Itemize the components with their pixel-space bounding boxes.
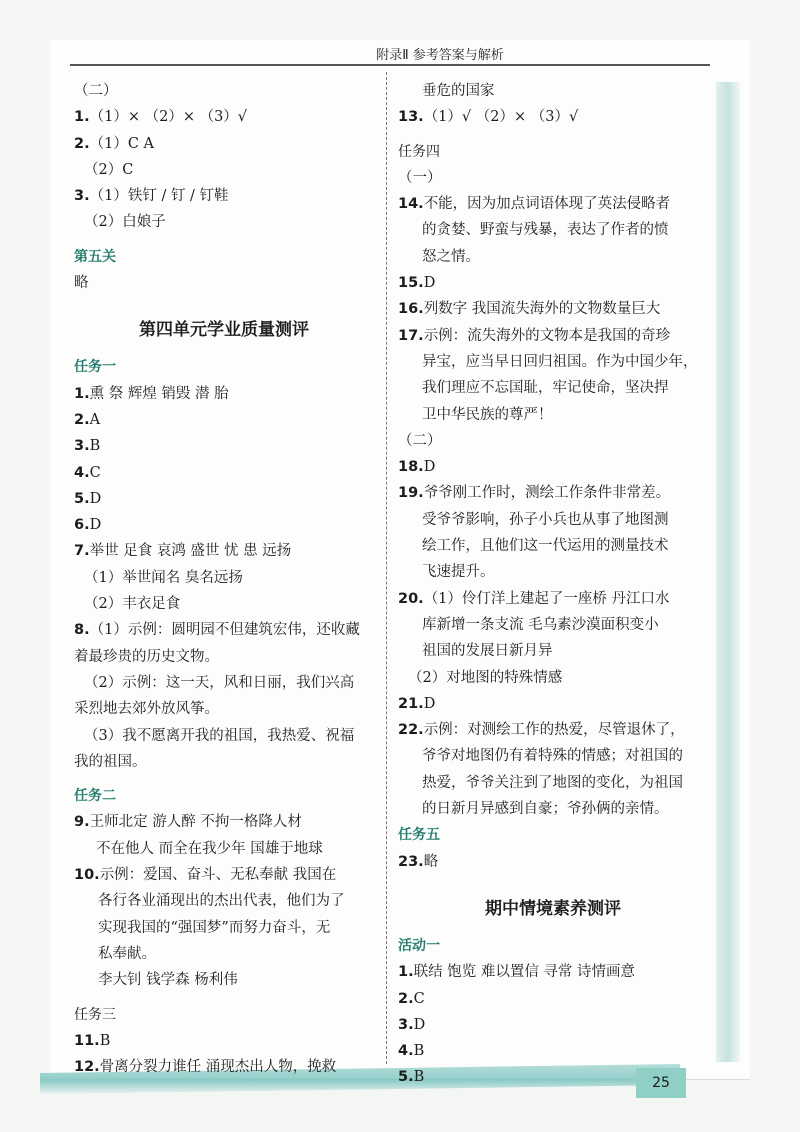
item-number: 4. [398, 1043, 414, 1060]
answer-line [74, 460, 374, 486]
item-number: 5. [74, 490, 90, 507]
item-number: 9. [74, 814, 90, 831]
activity-heading: 活动一 [398, 937, 440, 954]
item-number: 18. [398, 459, 424, 476]
answer-text: C [413, 990, 425, 1007]
answer-line: 不在他人 而全在我少年 国雄于地球 [96, 840, 323, 857]
answer-text: D [423, 275, 436, 292]
answer-text: 列数字 我国流失海外的文物数量巨大 [423, 301, 661, 318]
answer-text: （1）× （2）× （3）√ [89, 109, 248, 126]
answer-text: （1）C A [89, 135, 155, 152]
item-number: 2. [74, 135, 90, 152]
answer-text: D [423, 695, 436, 712]
task-heading: 任务二 [74, 788, 116, 805]
item-number: 17. [398, 327, 424, 344]
item-number: 5. [398, 1069, 414, 1086]
answer-text: （1）示例：圆明园不但建筑宏伟，还收藏 [89, 622, 360, 639]
answer-text: 王师北定 游人醉 不拘一格降人材 [89, 814, 302, 831]
item-number: 23. [398, 853, 424, 870]
section-heading: 第五关 [74, 248, 116, 265]
answer-line [398, 270, 708, 296]
answer-line: 各行各业涌现出的杰出代表，他们为了 [98, 893, 345, 910]
answer-line: 实现我国的“强国梦”而努力奋斗，无 [98, 919, 331, 936]
answer-text: 示例：对测绘工作的热爱，尽管退休了， [423, 722, 685, 739]
answer-text: B [99, 1032, 111, 1049]
answer-line [398, 986, 708, 1012]
answer-line: 着最珍贵的历史文物。 [74, 648, 219, 665]
answer-text: （1）√ （2）× （3）√ [423, 109, 579, 126]
answer-line [398, 1064, 708, 1090]
item-number: 13. [398, 109, 424, 126]
item-number: 3. [398, 1016, 414, 1033]
answer-line: 私奉献。 [98, 945, 156, 962]
page-number: 25 [636, 1068, 686, 1098]
item-number: 15. [398, 275, 424, 292]
answer-text: 熏 祭 辉煌 销毁 潜 胎 [89, 385, 229, 402]
answer-line [74, 381, 374, 407]
item-number: 10. [74, 867, 100, 884]
answer-line [74, 183, 374, 209]
item-number: 8. [74, 622, 90, 639]
answer-text: A [89, 411, 101, 428]
answer-line [398, 104, 708, 130]
answer-line: （3）我不愿离开我的祖国，我热爱、祝福 [84, 727, 355, 744]
answer-line: 怒之情。 [422, 248, 480, 265]
answer-line: 受爷爷影响，孙子小兵也从事了地图测 [422, 511, 669, 528]
answer-line [398, 1012, 708, 1038]
answer-line [398, 691, 708, 717]
answer-line: （二） [398, 432, 442, 449]
item-number: 21. [398, 695, 424, 712]
item-number: 12. [74, 1059, 100, 1076]
answer-line: 垂危的国家 [422, 83, 495, 99]
answer-text: 略 [423, 853, 439, 870]
item-number: 4. [74, 464, 90, 481]
answer-line: 我们理应不忘国耻，牢记使命，坚决捍 [422, 380, 669, 397]
answer-line [398, 454, 708, 480]
answer-line [398, 480, 708, 506]
answer-line [74, 862, 374, 888]
task-heading: 任务一 [74, 359, 116, 376]
answer-line: 的贪婪、野蛮与残暴，表达了作者的愤 [422, 222, 669, 239]
running-header [0, 44, 800, 63]
answer-text: 爷爷刚工作时，测绘工作条件非常差。 [423, 485, 671, 502]
header-rule [70, 64, 710, 66]
answer-text: B [413, 1043, 425, 1060]
answer-line [74, 809, 374, 835]
answer-line: （一） [398, 169, 442, 186]
midterm-test-title: 期中情境素养测评 [485, 898, 621, 919]
answer-line: 采烈地去郊外放风筝。 [74, 701, 219, 718]
item-number: 3. [74, 188, 90, 205]
answer-line: 李大钊 钱学森 杨利伟 [98, 972, 238, 989]
answer-line [74, 1054, 374, 1080]
answer-text: B [89, 438, 101, 455]
answer-line: （2）对地图的特殊情感 [408, 669, 563, 686]
answer-line: （2）C [84, 161, 134, 178]
answer-text: D [89, 490, 102, 507]
answer-line [74, 407, 374, 433]
item-number: 7. [74, 543, 90, 560]
answer-line [74, 512, 374, 538]
answer-line [74, 433, 374, 459]
answer-line [74, 104, 374, 130]
item-number: 14. [398, 196, 424, 213]
answer-text: 骨离分裂力谁任 涌现杰出人物，挽救 [99, 1059, 337, 1076]
answer-text: D [89, 517, 102, 534]
answer-line [398, 191, 708, 217]
answer-line: 祖国的发展日新月异 [422, 643, 553, 660]
answer-text: 举世 足食 哀鸿 盛世 忧 患 远扬 [89, 543, 292, 560]
answer-text: （1）伶仃洋上建起了一座桥 丹江口水 [423, 590, 670, 607]
task-heading: 任务三 [74, 1006, 116, 1023]
item-number: 3. [74, 438, 90, 455]
answer-text: 联结 饱览 难以置信 寻常 诗情画意 [413, 964, 636, 981]
answer-line [74, 131, 374, 157]
item-number: 6. [74, 517, 90, 534]
answer-line [398, 717, 708, 743]
answer-line: 我的祖国。 [74, 753, 147, 770]
answer-line [74, 538, 374, 564]
answer-line [398, 959, 708, 985]
answer-line: 的日新月异感到自豪；爷孙俩的亲情。 [422, 801, 669, 818]
item-number: 1. [398, 964, 414, 981]
answer-text: 示例：流失海外的文物本是我国的奇珍 [423, 327, 671, 344]
answer-line: 飞速提升。 [422, 564, 495, 581]
answer-line: （2）丰衣足食 [84, 596, 181, 613]
page-right-edge [716, 82, 740, 1062]
answer-line: （2）白娘子 [84, 214, 166, 231]
answer-text: B [413, 1069, 425, 1086]
task-heading: 任务五 [398, 827, 440, 844]
item-number: 2. [74, 411, 90, 428]
answer-line [398, 849, 708, 875]
answer-text: 示例：爱国、奋斗、无私奉献 我国在 [99, 867, 337, 884]
answer-line: 略 [74, 275, 89, 292]
answer-line [398, 323, 708, 349]
answer-line: 热爱，爷爷关注到了地图的变化，为祖国 [422, 774, 683, 791]
answer-line: 绘工作，且他们这一代运用的测量技术 [422, 538, 669, 555]
answer-line [74, 486, 374, 512]
answer-line: 异宝，应当早日回归祖国。作为中国少年， [422, 353, 698, 370]
answer-text: C [89, 464, 101, 481]
left-column [74, 78, 374, 1080]
answer-line: （2）示例：这一天，风和日丽，我们兴高 [84, 674, 355, 691]
answer-line [398, 1038, 708, 1064]
answer-line [74, 617, 374, 643]
task-heading: 任务四 [398, 143, 440, 160]
answer-line: 库新增一条支流 毛乌素沙漠面积变小 [422, 616, 659, 633]
answer-line [398, 296, 708, 322]
item-number: 11. [74, 1032, 100, 1049]
answer-text: D [423, 459, 436, 476]
item-number: 19. [398, 485, 424, 502]
item-number: 2. [398, 990, 414, 1007]
column-divider [386, 72, 387, 1064]
item-number: 16. [398, 301, 424, 318]
answer-line [398, 586, 708, 612]
answer-line: 卫中华民族的尊严！ [422, 406, 553, 423]
answer-line: 爷爷对地图仍有着特殊的情感；对祖国的 [422, 748, 683, 765]
answer-line: （1）举世闻名 臭名远扬 [84, 569, 243, 586]
header-title: 附录Ⅱ 参考答案与解析 [376, 48, 504, 63]
item-number: 20. [398, 590, 424, 607]
answer-line: （二） [74, 83, 118, 99]
answer-text: D [413, 1016, 426, 1033]
unit-test-title: 第四单元学业质量测评 [139, 320, 309, 341]
item-number: 1. [74, 109, 90, 126]
answer-text: 不能，因为加点词语体现了英法侵略者 [423, 196, 671, 213]
answer-line [74, 1028, 374, 1054]
item-number: 22. [398, 722, 424, 739]
item-number: 1. [74, 385, 90, 402]
answer-text: （1）铁钉 / 钉 / 钉鞋 [89, 188, 229, 205]
right-column [398, 78, 708, 1091]
